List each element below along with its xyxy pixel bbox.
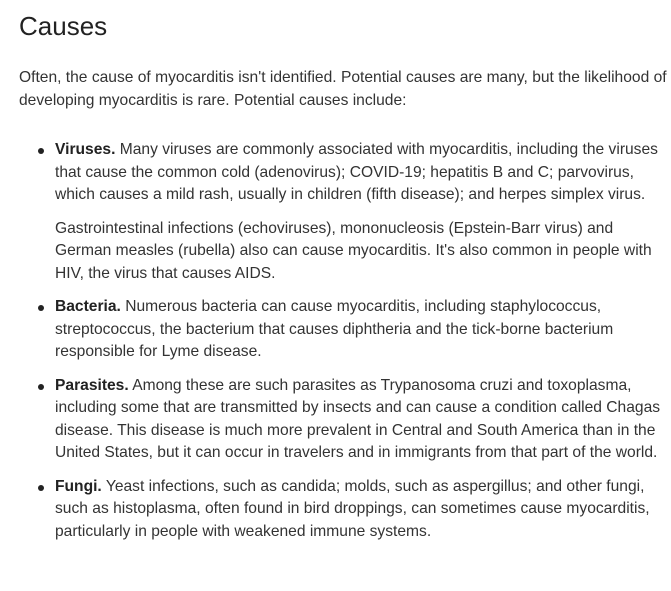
list-item-term: Parasites. (55, 376, 129, 394)
list-item-text: Many viruses are commonly associated with myocarditis, including the viruses that cause the common cold (adenovirus); COVID-19; hepatitis B and C; parvovirus, which causes a mild rash, usually in children (fifth disease); and herpes simplex virus. (55, 141, 658, 203)
list-item-text: Among these are such parasites as Trypanosoma cruzi and toxoplasma, including some that are transmitted by insects and can cause a condition called Chagas disease. This disease is much more prevalent in Central and South America than in the United States, but it can occur in travelers and in immigrants from that part of the world. (55, 376, 661, 461)
list-item-text: Numerous bacteria can cause myocarditis, including staphylococcus, streptococcus, the bacterium that causes diphtheria and the tick-borne bacterium responsible for Lyme disease. (55, 298, 614, 360)
list-item-paragraph (55, 375, 671, 465)
list-item-text: Gastrointestinal infections (echoviruses), mononucleosis (Epstein-Barr virus) and German measles (rubella) also can cause myocarditis. It's also common in people with HIV, the virus that causes AIDS. (55, 219, 652, 282)
list-item-paragraph (55, 139, 671, 207)
list-item-paragraph (55, 218, 671, 286)
section-title: Causes (19, 11, 108, 41)
list-item-fungi (55, 476, 671, 544)
list-item-term: Bacteria. (55, 298, 121, 315)
list-item-term: Fungi. (55, 477, 102, 495)
list-item-paragraph (55, 296, 671, 364)
list-item-parasites (55, 375, 671, 465)
intro-paragraph: Often, the cause of myocarditis isn't identified. Potential causes are many, but the likelihood of developing myocarditis is rare. Potential causes include: (19, 69, 667, 109)
list-item-bacteria (55, 296, 671, 364)
list-item-viruses (55, 139, 671, 285)
list-item-paragraph (55, 476, 671, 544)
causes-list (19, 139, 671, 554)
list-item-term: Viruses. (55, 141, 116, 158)
list-item-text: Yeast infections, such as candida; molds, such as aspergillus; and other fungi, such as histoplasma, often found in bird droppings, can sometimes cause myocarditis, particularly in people with weakened immune systems. (55, 477, 650, 540)
